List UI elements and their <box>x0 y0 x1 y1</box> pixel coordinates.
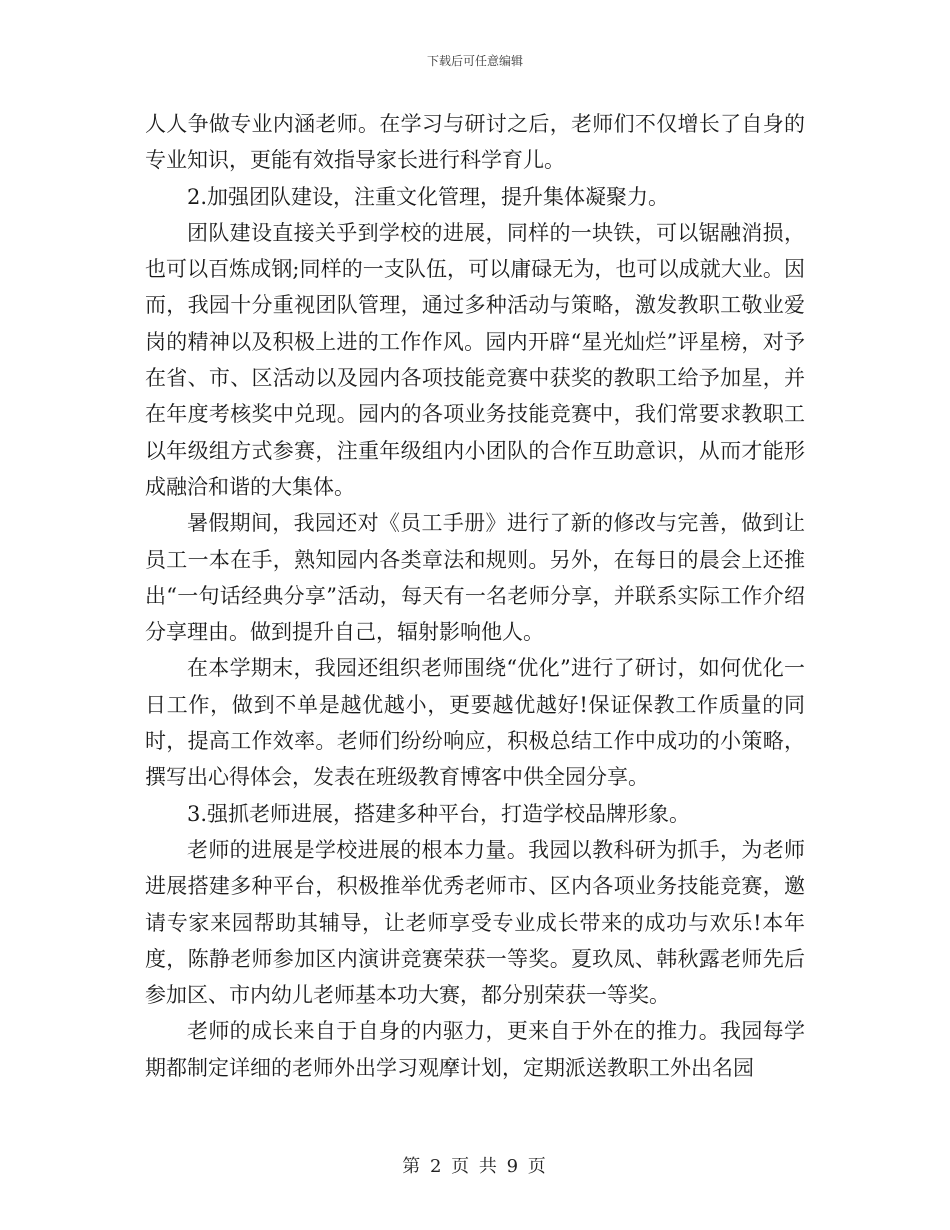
paragraph-summer: 暑假期间，我园还对《员工手册》进行了新的修改与完善，做到让员工一本在手，熟知园内各类章法和规则。另外，在每日的晨会上还推出“一句话经典分享”活动，每天有一名老师分享，并联系实际工作介绍分享理由。做到提升自己，辐射影响他人。 <box>145 511 805 645</box>
page-header-note: 下载后可任意编辑 <box>426 54 523 68</box>
section-heading-2: 2.加强团队建设，注重文化管理，提升集体凝聚力。 <box>187 184 670 209</box>
paragraph-team-building: 团队建设直接关乎到学校的进展，同样的一块铁，可以锯融消损，也可以百炼成钢;同样的一支队伍，可以庸碌无为，也可以成就大业。因而，我园十分重视团队管理，通过多种活动与策略，激发教职工敬业爱岗的精神以及积极上进的工作作风。园内开辟“星光灿烂”评星榜，对予在省、市、区活动以及园内各项技能竞赛中获奖的教职工给予加星，并在年度考核奖中兑现。园内的各项业务技能竞赛中，我们常要求教职工以年级组方式参赛，注重年级组内小团队的合作互助意识，从而才能形成融洽和谐的大集体。 <box>145 220 805 499</box>
paragraph-1: 人人争做专业内涵老师。在学习与研讨之后，老师们不仅增长了自身的专业知识，更能有效指导家长进行科学育儿。 <box>145 112 805 173</box>
paragraph-teacher-progress: 老师的进展是学校进展的根本力量。我园以教科研为抓手，为老师进展搭建多种平台，积极推举优秀老师市、区内各项业务技能竞赛，邀请专家来园帮助其辅导，让老师享受专业成长带来的成功与欢乐!本年度，陈静老师参加区内演讲竞赛荣获一等奖。夏玖凤、韩秋露老师先后参加区、市内幼儿老师基本功大赛，都分别荣获一等奖。 <box>145 837 805 1008</box>
paragraph-semester-end: 在本学期末，我园还组织老师围绕“优化”进行了研讨，如何优化一日工作，做到不单是越优越小，更要越优越好!保证保教工作质量的同时，提高工作效率。老师们纷纷响应，积极总结工作中成功的小策略，撰写出心得体会，发表在班级教育博客中供全园分享。 <box>145 656 805 790</box>
section-heading-3: 3.强抓老师进展，搭建多种平台，打造学校品牌形象。 <box>187 801 691 826</box>
document-body <box>145 106 805 1086</box>
paragraph-teacher-growth: 老师的成长来自于自身的内驱力，更来自于外在的推力。我园每学期都制定详细的老师外出学习观摩计划，定期派送教职工外出名园 <box>145 1019 805 1080</box>
page-number-footer: 第 2 页 共 9 页 <box>402 1156 548 1177</box>
